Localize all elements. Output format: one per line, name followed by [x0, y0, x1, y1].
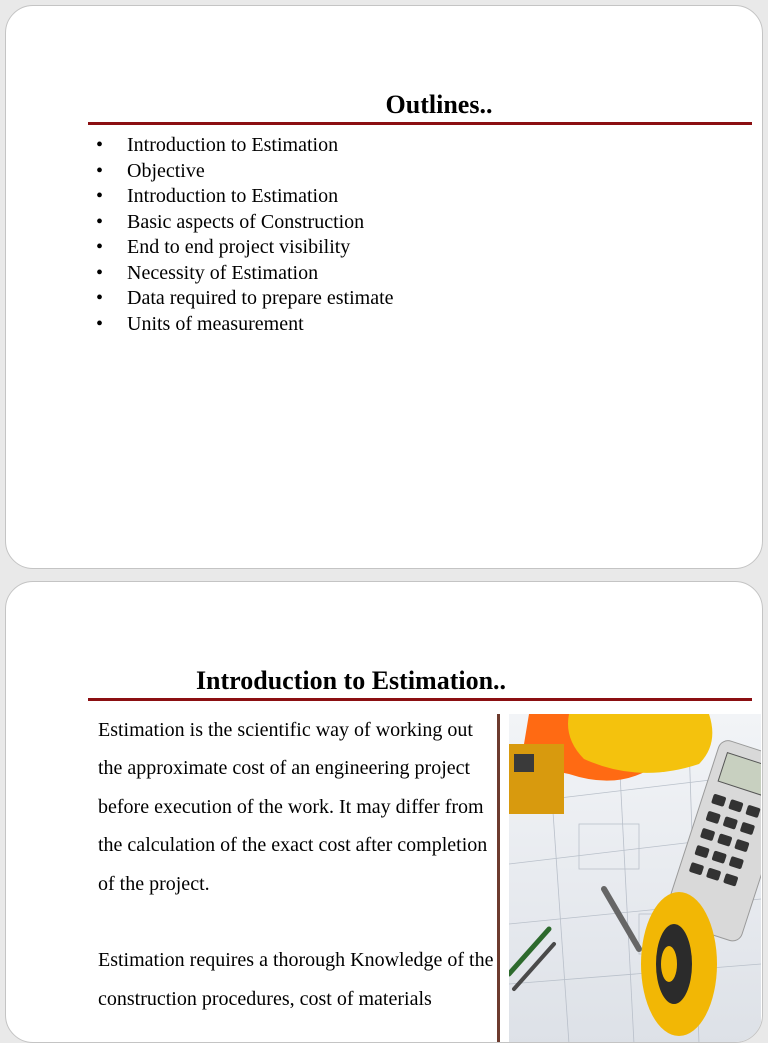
paragraph: Estimation requires a thorough Knowledge of the construction procedures, cost of materials [98, 949, 494, 1010]
list-item-text: Objective [127, 159, 205, 182]
list-item-text: Basic aspects of Construction [127, 210, 365, 233]
construction-tools-illustration [509, 714, 761, 1043]
body-text [98, 711, 496, 1043]
bullet-icon: • [96, 134, 104, 156]
list-item-text: Necessity of Estimation [127, 261, 319, 284]
tape-measure-icon [641, 892, 717, 1036]
bullet-icon: • [96, 210, 104, 233]
bullet-icon: • [96, 185, 104, 207]
slide-outlines [5, 5, 763, 569]
title-underline [88, 122, 752, 125]
vertical-divider [497, 714, 500, 1043]
bullet-icon: • [96, 287, 104, 309]
list-item [94, 235, 394, 261]
paragraph: Estimation is the scientific way of working out the approximate cost of an engineering project before execution of the work. It may differ from the calculation of the exact cost after completion of the project. [98, 719, 488, 895]
bullet-icon: • [96, 159, 104, 182]
slide-introduction [5, 581, 763, 1043]
list-item-text: Introduction to Estimation [127, 185, 339, 207]
outline-list [94, 133, 394, 337]
list-item-text: Introduction to Estimation [127, 134, 339, 156]
pencils-icon [509, 889, 639, 989]
list-item-text: Data required to prepare estimate [127, 287, 394, 309]
list-item [94, 261, 394, 287]
list-item [94, 210, 394, 236]
slide-title: Outlines.. [385, 90, 493, 119]
bullet-icon: • [96, 261, 104, 284]
list-item-text: End to end project visibility [127, 236, 351, 258]
slide-title: Introduction to Estimation.. [195, 666, 507, 695]
list-item-text: Units of measurement [127, 312, 304, 335]
list-item [94, 184, 394, 210]
list-item [94, 312, 394, 338]
construction-tools-image [509, 714, 761, 1043]
title-underline [88, 698, 752, 701]
list-item [94, 159, 394, 185]
bullet-icon: • [96, 236, 104, 258]
list-item [94, 286, 394, 312]
list-item [94, 133, 394, 159]
bullet-icon: • [96, 312, 104, 335]
